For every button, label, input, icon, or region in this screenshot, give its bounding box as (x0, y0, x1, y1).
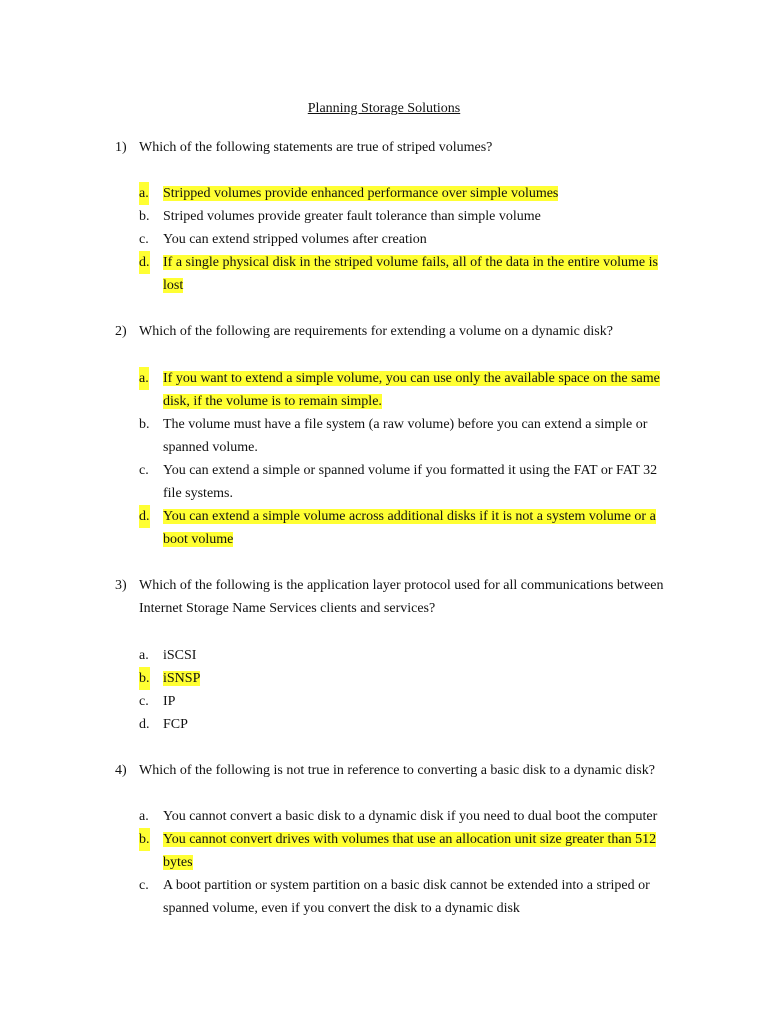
option-letter: d. (139, 717, 150, 732)
question-text: Which of the following are requirements for extending a volume on a dynamic disk? (139, 324, 613, 339)
option-letter: c. (139, 878, 149, 893)
question-number: 1) (115, 140, 127, 155)
option-1a (139, 182, 679, 205)
option-letter: a. (139, 367, 149, 390)
option-text: If a single physical disk in the striped volume fails, all of the data in the entire volume is lost (163, 255, 658, 293)
option-4c (139, 874, 679, 920)
option-letter: a. (139, 182, 149, 205)
option-3b (139, 667, 679, 690)
question-text: Which of the following is the application layer protocol used for all communications between Internet Storage Name Services clients and services? (139, 578, 664, 616)
option-2c (139, 459, 679, 505)
option-text: FCP (163, 717, 188, 732)
question-4 (115, 759, 685, 782)
option-text: Stripped volumes provide enhanced performance over simple volumes (163, 186, 559, 201)
option-text: iSCSI (163, 648, 197, 663)
option-letter: b. (139, 209, 150, 224)
question-text: Which of the following statements are true of striped volumes? (139, 140, 493, 155)
option-2a (139, 367, 679, 413)
option-text: Striped volumes provide greater fault tolerance than simple volume (163, 209, 541, 224)
option-letter: a. (139, 648, 149, 663)
question-1 (115, 136, 685, 159)
option-letter: c. (139, 694, 149, 709)
document-title: Planning Storage Solutions (307, 101, 461, 116)
option-1b (139, 205, 679, 228)
option-letter: d. (139, 505, 150, 528)
option-3d (139, 713, 679, 736)
question-text: Which of the following is not true in reference to converting a basic disk to a dynamic disk? (139, 763, 655, 778)
option-letter: a. (139, 809, 149, 824)
option-3a (139, 644, 679, 667)
question-number: 3) (115, 578, 127, 593)
question-2 (115, 320, 685, 343)
option-text: The volume must have a file system (a raw volume) before you can extend a simple or spanned volume. (163, 417, 648, 455)
question-3 (115, 574, 685, 620)
option-text: If you want to extend a simple volume, you can use only the available space on the same disk, if the volume is to remain simple. (163, 371, 660, 409)
option-letter: b. (139, 417, 150, 432)
option-text: iSNSP (163, 671, 201, 686)
option-text: You cannot convert drives with volumes that use an allocation unit size greater than 512 bytes (163, 832, 657, 870)
option-letter: b. (139, 667, 150, 690)
option-2b (139, 413, 679, 459)
option-text: You cannot convert a basic disk to a dynamic disk if you need to dual boot the computer (163, 809, 658, 824)
option-3c (139, 690, 679, 713)
option-letter: c. (139, 232, 149, 247)
option-4b (139, 828, 679, 874)
option-1c (139, 228, 679, 251)
option-text: IP (163, 694, 176, 709)
option-text: You can extend a simple volume across additional disks if it is not a system volume or a boot volume (163, 509, 656, 547)
option-1d (139, 251, 679, 297)
option-letter: c. (139, 463, 149, 478)
option-text: A boot partition or system partition on a basic disk cannot be extended into a striped or spanned volume, even if you convert the disk to a dynamic disk (163, 878, 650, 916)
option-2d (139, 505, 679, 551)
option-text: You can extend a simple or spanned volume if you formatted it using the FAT or FAT 32 file systems. (163, 463, 658, 501)
option-letter: b. (139, 828, 150, 851)
option-letter: d. (139, 251, 150, 274)
option-text: You can extend stripped volumes after creation (163, 232, 427, 247)
option-4a (139, 805, 679, 828)
question-number: 4) (115, 763, 127, 778)
question-number: 2) (115, 324, 127, 339)
